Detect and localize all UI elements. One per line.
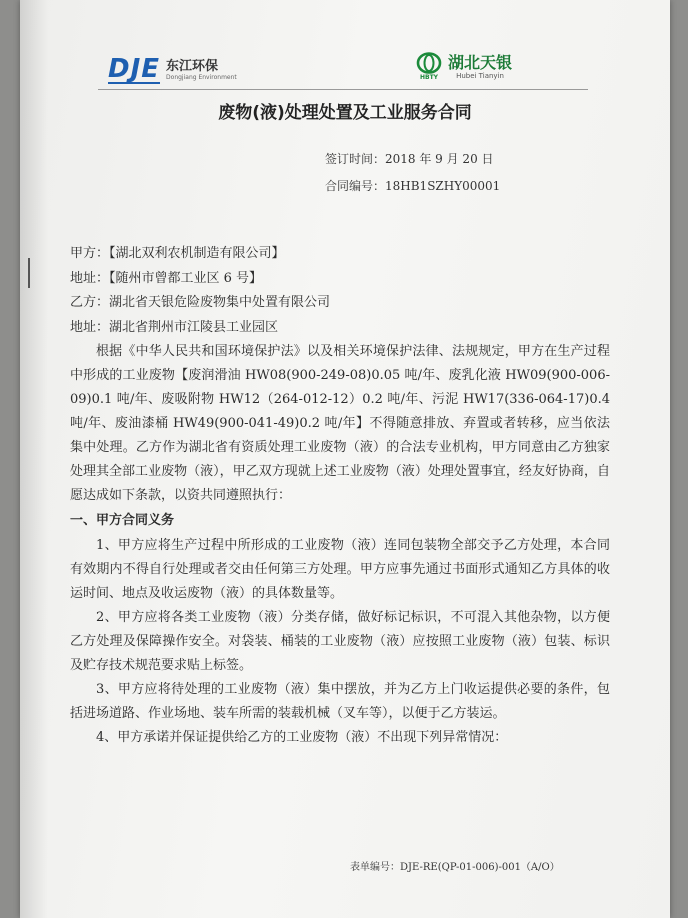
party-b-address: 地址：湖北省荆州市江陵县工业园区 [70,319,279,335]
document-title: 废物(液)处理处置及工业服务合同 [218,103,472,123]
dje-logo-en: Dongjiang Environment [166,73,237,81]
tianyin-logo [416,52,512,81]
preamble-paragraph: 根据《中华人民共和国环境保护法》以及相关环境保护法律、法规规定，甲方在生产过程中形成的工业废物【废润滑油 HW08(900-249-08)0.05 吨/年、废乳化液 HW09(900-006-09)0.1 吨/年、废吸附物 HW12（264-012-12）0.2 吨/年、污泥 HW17(336-064-17)0.4 吨/年、废油漆桶 HW49(900-041-49)0.2 吨/年】不得随意排放、弃置或者转移，应当依法集中处理。乙方作为湖北省有资质处理工业废物（液）的合法专业机构，甲方同意由乙方独家处理其全部工业废物（液），甲乙双方现就上述工业废物（液）处理处置事宜，经友好协商，自愿达成如下条款，以资共同遵照执行： [70,344,610,503]
contract-number: 合同编号：18HB1SZHY00001 [325,179,501,193]
tianyin-logo-mark-label: HBTY [419,74,439,81]
clause-4: 4、甲方承诺并保证提供给乙方的工业废物（液）不出现下列异常情况： [96,730,508,745]
form-number: 表单编号：DJE-RE(QP-01-006)-001（A/O） [350,862,560,873]
contract-body [70,242,610,750]
header-divider [98,89,588,90]
dje-logo-name: 东江环保 [166,58,219,74]
clause-2: 2、甲方应将各类工业废物（液）分类存储，做好标记标识，不可混入其他杂物，以方便乙方处理及保障操作安全。对袋装、桶装的工业废物（液）应按照工业废物（液）包装、标识及贮存技术规范要求贴上标签。 [70,610,610,673]
tianyin-logo-name: 湖北天银 [448,52,513,72]
dje-logo-mark: DJE [108,54,161,84]
clause-3: 3、甲方应将待处理的工业废物（液）集中摆放，并为乙方上门收运提供必要的条件，包括进场道路、作业场地、装车所需的装载机械（叉车等），以便于乙方装运。 [70,682,610,721]
party-a: 甲方：【湖北双利农机制造有限公司】 [70,246,285,261]
section-title: 一、甲方合同义务 [70,513,175,528]
pen-mark [28,258,30,288]
tianyin-emblem-icon [416,52,442,74]
party-a-address: 地址：【随州市曾都工业区 6 号】 [70,270,263,286]
contract-page [20,0,670,918]
dongjiang-logo [108,56,237,84]
party-b: 乙方：湖北省天银危险废物集中处置有限公司 [70,295,331,310]
tianyin-logo-en: Hubei Tianyin [456,71,504,80]
page-shadow [20,0,48,918]
signing-date: 签订时间：2018 年 9 月 20 日 [325,152,494,166]
clause-1: 1、甲方应将生产过程中所形成的工业废物（液）连同包装物全部交予乙方处理，本合同有效期内不得自行处理或者交由任何第三方处理。甲方应事先通过书面形式通知乙方具体的收运时间、地点及收运废物（液）的具体数量等。 [70,538,610,601]
